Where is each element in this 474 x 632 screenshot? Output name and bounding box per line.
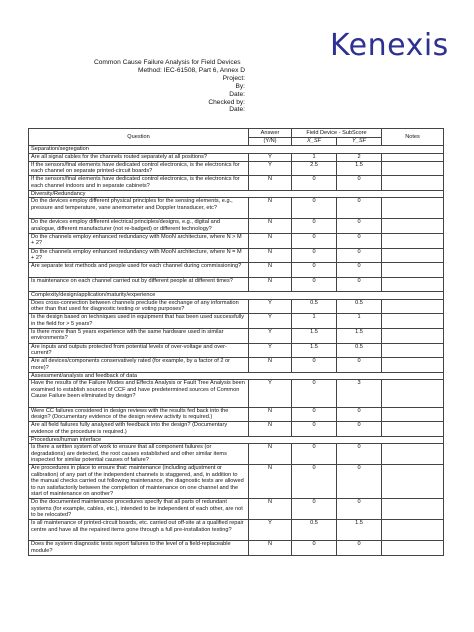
table-row (29, 277, 444, 292)
report-header (60, 59, 245, 114)
answer-cell: N (249, 444, 292, 465)
question-cell: Is there more than 5 years experience with the same hardware used in similar environments? (29, 329, 249, 344)
answer-cell: N (249, 465, 292, 499)
x-score-cell: 1.5 (292, 329, 337, 344)
notes-cell (382, 465, 444, 499)
section-row (29, 190, 444, 198)
notes-cell (382, 329, 444, 344)
notes-cell (382, 299, 444, 314)
table-row (29, 314, 444, 329)
question-cell: Is maintenance on each channel carried out by different people at different times? (29, 277, 249, 292)
notes-cell (382, 219, 444, 234)
col-answer-header: Answer (249, 129, 292, 138)
y-score-cell: 0.5 (337, 343, 382, 358)
notes-cell (382, 248, 444, 263)
answer-cell: N (249, 407, 292, 422)
y-score-cell: 0 (337, 541, 382, 556)
col-question-header: Question (29, 129, 249, 146)
col-x-header: X_SF (292, 138, 337, 146)
x-score-cell: 1 (292, 153, 337, 161)
section-title: Procedures/human interface (29, 436, 444, 444)
y-score-cell: 0 (337, 499, 382, 520)
answer-cell: Y (249, 161, 292, 176)
table-row (29, 343, 444, 358)
notes-cell (382, 541, 444, 556)
question-cell: Do the channels employ enhanced redundancy with MooN architecture, where N > M + 2? (29, 233, 249, 248)
table-row (29, 541, 444, 556)
x-score-cell: 0 (292, 277, 337, 292)
answer-cell: Y (249, 520, 292, 541)
table-row (29, 444, 444, 465)
y-score-cell: 0 (337, 248, 382, 263)
table-row (29, 176, 444, 191)
notes-cell (382, 153, 444, 161)
question-cell: Do the devices employ different physical principles for the sensing elements, e.g., pressure and temperature, vane anemometer and Doppler transducer, etc? (29, 198, 249, 219)
answer-cell: N (249, 422, 292, 437)
col-score-header: Field Device - SubScore (292, 129, 382, 138)
question-cell: Does cross-connection between channels preclude the exchange of any information other than that used for diagnostic testing or voting purposes? (29, 299, 249, 314)
answer-cell: N (249, 541, 292, 556)
section-row (29, 292, 444, 300)
date2-label: Date: (229, 106, 245, 114)
question-cell: Is all maintenance of printed-circuit boards, etc. carried out off-site at a qualified repair centre and have all the repaired items gone through a full pre-installation testing? (29, 520, 249, 541)
table-row (29, 233, 444, 248)
y-score-cell: 0.5 (337, 299, 382, 314)
question-cell: Are procedures in place to ensure that: maintenance (including adjustment or calibration) of any part of the independent channels is staggered, and, in addition to the manual checks carried out following maintenance, the diagnostic tests are allowed to run satisfactorily between the completion of maintenance on one channel and the start of maintenance on another? (29, 465, 249, 499)
section-title: Diversity/Redundancy (29, 190, 444, 198)
question-cell: Do the channels employ enhanced redundancy with MooN architecture, where N = M + 2? (29, 248, 249, 263)
y-score-cell: 1.5 (337, 161, 382, 176)
section-row (29, 146, 444, 154)
table-row (29, 153, 444, 161)
x-score-cell: 0 (292, 380, 337, 407)
y-score-cell: 0 (337, 444, 382, 465)
x-score-cell: 2.5 (292, 161, 337, 176)
question-cell: Is the design based on techniques used in equipment that has been used successfully in the field for > 5 years? (29, 314, 249, 329)
table-row (29, 358, 444, 373)
x-score-cell: 0 (292, 176, 337, 191)
answer-cell: Y (249, 314, 292, 329)
section-title: Complexity/design/application/maturity/experience (29, 292, 444, 300)
answer-cell: N (249, 499, 292, 520)
notes-cell (382, 520, 444, 541)
table-row (29, 499, 444, 520)
ccf-table (28, 128, 444, 556)
x-score-cell: 0 (292, 465, 337, 499)
answer-cell: Y (249, 380, 292, 407)
x-score-cell: 0.5 (292, 299, 337, 314)
notes-cell (382, 161, 444, 176)
x-score-cell: 0 (292, 198, 337, 219)
answer-cell: Y (249, 153, 292, 161)
question-cell: Are separate test methods and people used for each channel during commissioning? (29, 263, 249, 278)
x-score-cell: 0 (292, 248, 337, 263)
x-score-cell: 0 (292, 444, 337, 465)
question-cell: Do the devices employ different electrical principles/designs, e.g., digital and analogue, different manufacturer (not re-badged) or different technology? (29, 219, 249, 234)
notes-cell (382, 380, 444, 407)
section-title: Separation/segregation (29, 146, 444, 154)
question-cell: Are all signal cables for the channels routed separately at all positions? (29, 153, 249, 161)
answer-cell: N (249, 277, 292, 292)
project-label: Project: (222, 74, 245, 82)
report-title: Common Cause Failure Analysis for Field Devices (94, 59, 241, 66)
question-cell: If the sensors/final elements have dedicated control electronics, is the electronics for each channel indoors and in separate cabinets? (29, 176, 249, 191)
answer-cell: N (249, 248, 292, 263)
x-score-cell: 0 (292, 358, 337, 373)
x-score-cell: 1 (292, 314, 337, 329)
notes-cell (382, 198, 444, 219)
table-row (29, 161, 444, 176)
table-row (29, 329, 444, 344)
checked-by-label: Checked by: (208, 98, 245, 106)
question-cell: Does the system diagnostic tests report failures to the level of a field-replaceable module? (29, 541, 249, 556)
table-row (29, 219, 444, 234)
question-cell: Are inputs and outputs protected from potential levels of over-voltage and over-current? (29, 343, 249, 358)
question-cell: Are all devices/components conservatively rated (for example, by a factor of 2 or more)? (29, 358, 249, 373)
y-score-cell: 0 (337, 277, 382, 292)
y-score-cell: 0 (337, 233, 382, 248)
section-row (29, 436, 444, 444)
section-title: Assessment/analysis and feedback of data (29, 372, 444, 380)
y-score-cell: 3 (337, 380, 382, 407)
table-row (29, 422, 444, 437)
x-score-cell: 0 (292, 422, 337, 437)
x-score-cell: 0 (292, 499, 337, 520)
answer-cell: N (249, 263, 292, 278)
notes-cell (382, 343, 444, 358)
table-row (29, 198, 444, 219)
answer-cell: Y (249, 299, 292, 314)
x-score-cell: 0.5 (292, 520, 337, 541)
y-score-cell: 0 (337, 358, 382, 373)
date-label: Date: (229, 90, 245, 98)
answer-cell: Y (249, 329, 292, 344)
answer-cell: N (249, 358, 292, 373)
x-score-cell: 0 (292, 219, 337, 234)
table-row (29, 520, 444, 541)
notes-cell (382, 444, 444, 465)
y-score-cell: 0 (337, 422, 382, 437)
table-row (29, 263, 444, 278)
y-score-cell: 0 (337, 219, 382, 234)
y-score-cell: 0 (337, 263, 382, 278)
col-y-header: Y_SF (337, 138, 382, 146)
question-cell: Are all field failures fully analysed with feedback into the design? (Documentary evidence of the procedure is required.) (29, 422, 249, 437)
method-label: Method: (137, 66, 162, 74)
question-cell: Is there a written system of work to ensure that all component failures (or degradations) are detected, the root causes established and other similar items inspected for similar potential causes of failure? (29, 444, 249, 465)
answer-cell: N (249, 233, 292, 248)
y-score-cell: 0 (337, 407, 382, 422)
x-score-cell: 0 (292, 263, 337, 278)
x-score-cell: 1.5 (292, 343, 337, 358)
y-score-cell: 1 (337, 314, 382, 329)
question-cell: Have the results of the Failure Modes and Effects Analysis or Fault Tree Analysis been examined to establish sources of CCF and have predetermined sources of Common Cause Failure been eliminated by design? (29, 380, 249, 407)
question-cell: Were CC failures considered in design reviews with the results fed back into the design? (Documentary evidence of the design review activity is required.) (29, 407, 249, 422)
by-label: By: (235, 82, 245, 90)
y-score-cell: 0 (337, 176, 382, 191)
x-score-cell: 0 (292, 541, 337, 556)
table-body (29, 146, 444, 556)
notes-cell (382, 407, 444, 422)
y-score-cell: 0 (337, 465, 382, 499)
table-row (29, 248, 444, 263)
answer-cell: N (249, 176, 292, 191)
notes-cell (382, 314, 444, 329)
answer-cell: Y (249, 343, 292, 358)
notes-cell (382, 176, 444, 191)
notes-cell (382, 263, 444, 278)
notes-cell (382, 422, 444, 437)
col-answer-sub: (Y/N) (249, 138, 292, 146)
x-score-cell: 0 (292, 233, 337, 248)
y-score-cell: 1.5 (337, 329, 382, 344)
notes-cell (382, 277, 444, 292)
notes-cell (382, 358, 444, 373)
table-row (29, 299, 444, 314)
answer-cell: N (249, 219, 292, 234)
question-cell: Do the documented maintenance procedures specify that all parts of redundant systems (for example, cables, etc.), intended to be independent of each other, are not to be relocated? (29, 499, 249, 520)
x-score-cell: 0 (292, 407, 337, 422)
answer-cell: N (249, 198, 292, 219)
kenexis-logo: Kenexis (330, 28, 449, 63)
y-score-cell: 0 (337, 198, 382, 219)
method-value: IEC-61508, Part 6, Annex D (163, 66, 245, 74)
question-cell: If the sensors/final elements have dedicated control electronics, is the electronics for each channel on separate printed-circuit boards? (29, 161, 249, 176)
notes-cell (382, 499, 444, 520)
section-row (29, 372, 444, 380)
y-score-cell: 2 (337, 153, 382, 161)
notes-cell (382, 233, 444, 248)
table-row (29, 465, 444, 499)
table-row (29, 407, 444, 422)
y-score-cell: 1.5 (337, 520, 382, 541)
col-notes-header: Notes (382, 129, 444, 146)
method-line (60, 67, 245, 75)
table-row (29, 380, 444, 407)
